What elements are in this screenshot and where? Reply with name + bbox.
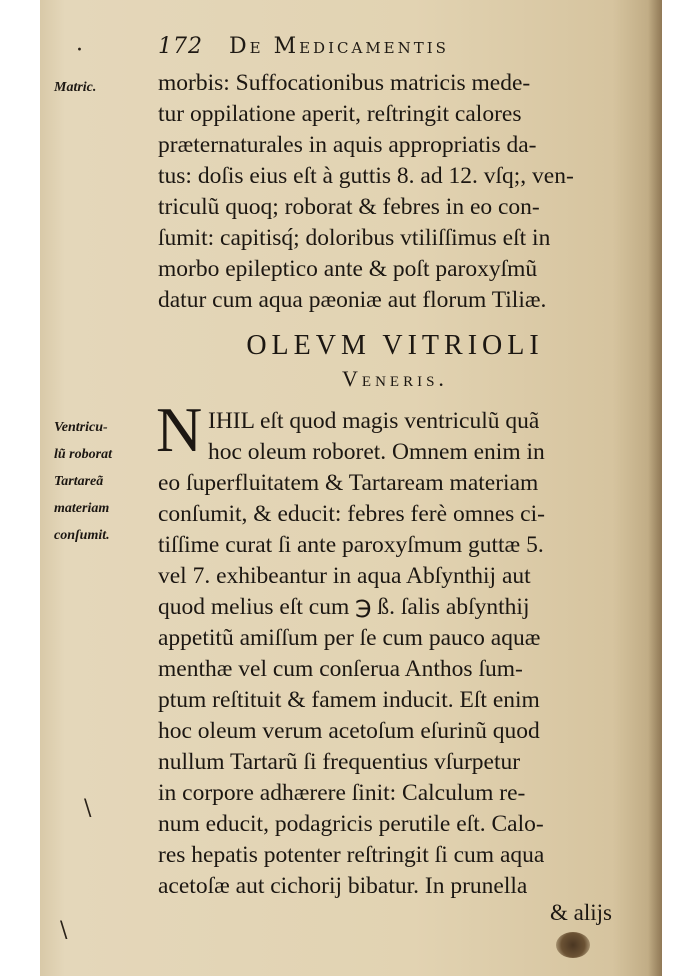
text-line: in corpore adhærere ſinit: Calculum re-: [158, 780, 526, 806]
margin-note-matric: Matric.: [54, 80, 97, 95]
section-subtitle: Veneris.: [342, 366, 448, 391]
margin-note-line: materiam: [54, 501, 110, 516]
text-line: IHIL eſt quod magis ventriculũ quã: [208, 408, 540, 434]
text-line: triculũ quoq; roborat & febres in eo con-: [158, 194, 540, 220]
page-number: 172: [158, 34, 203, 59]
ink-mark: \: [84, 796, 92, 821]
text-line: menthæ vel cum conſerua Anthos ſum-: [158, 656, 523, 682]
drop-cap: N: [156, 394, 203, 465]
page-header: [158, 34, 642, 59]
text-line: ſumit: capitisq́; doloribus vtiliſſimus eſt in: [158, 225, 551, 251]
text-line: eo ſuperfluitatem & Tartaream materiam: [158, 470, 539, 496]
text-line: quod melius eſt cum ℈ ß. ſalis abſynthij: [158, 594, 530, 620]
ink-stain: [556, 932, 590, 958]
text-line: ptum reſtituit & famem inducit. Eſt enim: [158, 687, 540, 713]
margin-note-line: conſumit.: [54, 528, 110, 543]
ink-mark: \: [60, 918, 68, 943]
text-line: tur oppilatione aperit, reſtringit calores: [158, 101, 522, 127]
running-title: De Medicamentis: [229, 34, 449, 59]
text-line: conſumit, & educit: febres ferè omnes ci-: [158, 501, 545, 527]
text-line: appetitũ amiſſum per ſe cum pauco aquæ: [158, 625, 541, 651]
text-line: hoc oleum verum acetoſum eſurinũ quod: [158, 718, 540, 744]
text-line: hoc oleum roboret. Omnem enim in: [208, 439, 545, 465]
text-line: datur cum aqua pæoniæ aut florum Tiliæ.: [158, 287, 547, 313]
text-line: præternaturales in aquis appropriatis da-: [158, 132, 537, 158]
margin-note-line: Ventricu-: [54, 420, 108, 435]
text-line: morbo epileptico ante & poſt paroxyſmũ: [158, 256, 538, 282]
text-line: tiſſime curat ſi ante paroxyſmum guttæ 5.: [158, 532, 544, 558]
text-line: nullum Tartarũ ſi frequentius vſurpetur: [158, 749, 521, 775]
text-line: tus: doſis eius eſt à guttis 8. ad 12. vſq;, ven-: [158, 163, 574, 189]
ink-mark: ·: [76, 38, 83, 63]
book-page: [40, 0, 662, 976]
text-line: acetoſæ aut cichorij bibatur. In prunella: [158, 873, 528, 899]
section-title: OLEVM VITRIOLI: [246, 330, 544, 361]
margin-note-line: lũ roborat: [54, 447, 112, 462]
margin-note-line: Tartareã: [54, 474, 104, 489]
text-line: num educit, podagricis perutile eſt. Calo-: [158, 811, 544, 837]
catchword: & alijs: [550, 900, 612, 925]
text-line: res hepatis potenter reſtringit ſi cum aqua: [158, 842, 545, 868]
text-line: morbis: Suffocationibus matricis mede-: [158, 70, 531, 96]
text-line: vel 7. exhibeantur in aqua Abſynthij aut: [158, 563, 531, 589]
